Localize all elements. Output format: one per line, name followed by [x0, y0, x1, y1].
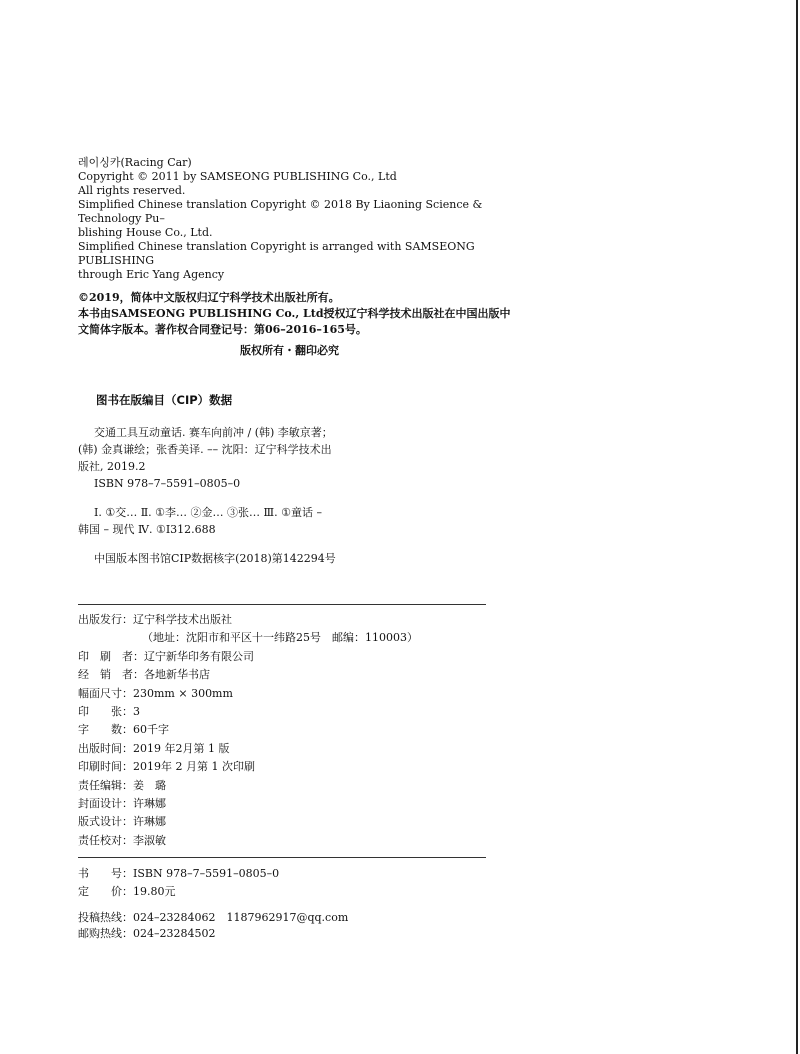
copyright-line: All rights reserved. [78, 184, 186, 197]
publication-row: 字 数：60千字 [78, 723, 169, 737]
cip-record-line: 版社, 2019.2 [78, 460, 146, 473]
publication-row: 印刷时间：2019年 2 月第 1 次印刷 [78, 760, 255, 774]
notice-line: 文简体字版本。著作权合同登记号：第06–2016–165号。 [78, 323, 367, 336]
copyright-line: Simplified Chinese translation Copyright © 2018 By Liaoning Science & Technology Pu– [78, 198, 483, 225]
copyright-line: through Eric Yang Agency [78, 268, 225, 281]
publication-row: 印 刷 者：辽宁新华印务有限公司 [78, 649, 254, 663]
copyright-line: Simplified Chinese translation Copyright is arranged with SAMSEONG PUBLISHING [78, 240, 475, 267]
cip-verification: 中国版本图书馆CIP数据核字(2018)第142294号 [94, 552, 336, 565]
chinese-copyright-notice [78, 290, 511, 338]
publication-row: 出版时间：2019 年2月第 1 版 [78, 741, 230, 755]
publication-row: 经 销 者：各地新华书店 [78, 668, 210, 682]
rights-reserved: 版权所有・翻印必究 [240, 344, 339, 357]
page-edge-rule [796, 0, 798, 1054]
notice-line: 本书由SAMSEONG PUBLISHING Co., Ltd授权辽宁科学技术出版社在中国出版中 [78, 307, 511, 320]
publication-row: 责任编辑：姜 璐 [78, 778, 166, 792]
cip-classification-line: 韩国 – 现代 Ⅳ. ①I312.688 [78, 523, 216, 536]
publication-row: 责任校对：李淑敏 [78, 833, 166, 847]
hotlines [78, 910, 348, 942]
publication-row: 封面设计：许琳娜 [78, 797, 166, 811]
cip-record [78, 424, 336, 567]
cip-isbn: ISBN 978–7–5591–0805–0 [94, 477, 241, 490]
book-price: 定 价：19.80元 [78, 885, 176, 898]
cip-classification-line: Ⅰ. ①交… Ⅱ. ①李… ②金… ③张… Ⅲ. ①童话 – [94, 506, 322, 519]
cip-record-line: 交通工具互动童话. 赛车向前冲 / (韩) 李敏京著； [94, 426, 333, 439]
cip-title: 图书在版编目（CIP）数据 [96, 393, 233, 407]
publisher: 出版发行：辽宁科学技术出版社 [78, 613, 232, 626]
cip-record-line: (韩) 金真谦绘；张香美译. –– 沈阳：辽宁科学技术出 [78, 443, 332, 456]
publication-info [78, 611, 418, 850]
mail-order-hotline: 邮购热线：024–23284502 [78, 927, 216, 940]
divider [78, 604, 486, 605]
divider [78, 857, 486, 858]
copyright-line: blishing House Co., Ltd. [78, 226, 213, 239]
book-info [78, 865, 279, 901]
copyright-line: Copyright © 2011 by SAMSEONG PUBLISHING Co., Ltd [78, 170, 397, 183]
publisher-address: （地址：沈阳市和平区十一纬路25号 邮编：110003） [142, 631, 418, 645]
submission-hotline: 投稿热线：024–23284062 1187962917@qq.com [78, 911, 349, 924]
copyright-line: 레이싱카(Racing Car) [78, 156, 192, 169]
publication-row: 幅面尺寸：230mm × 300mm [78, 686, 233, 700]
copyright-block [78, 156, 518, 282]
publication-row: 印 张：3 [78, 705, 140, 719]
notice-line: ©2019，简体中文版权归辽宁科学技术出版社所有。 [78, 291, 340, 304]
book-isbn: 书 号：ISBN 978–7–5591–0805–0 [78, 867, 280, 880]
publication-row: 版式设计：许琳娜 [78, 815, 166, 829]
